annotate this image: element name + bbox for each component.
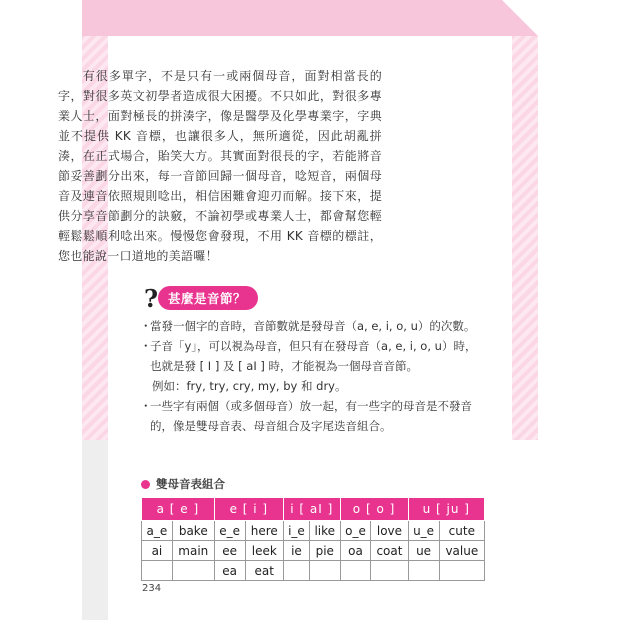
bullet-item [140, 396, 490, 436]
pink-top-band [82, 0, 538, 36]
bullet-dot: ・ [140, 339, 152, 353]
table-header-cell: o [ o ] [340, 498, 408, 521]
table-cell: ai [142, 541, 173, 561]
table-row [142, 541, 485, 561]
table-cell [340, 561, 371, 581]
table-cell [408, 561, 439, 581]
gray-margin-strip [82, 440, 108, 620]
table-header-cell: e [ i ] [214, 498, 283, 521]
table-row [142, 561, 485, 581]
table-cell: a_e [142, 521, 173, 541]
table-cell: leek [245, 541, 283, 561]
table-cell: cute [439, 521, 484, 541]
bullet-text: 當發一個字的音時，音節數就是發母音（a, e, i, o, u）的次數。 [150, 319, 476, 333]
table-cell: eat [245, 561, 283, 581]
section-title: 甚麼是音節？ [158, 286, 258, 310]
intro-paragraph [58, 66, 382, 266]
bullet-dot: ・ [140, 399, 152, 413]
table-cell: ie [283, 541, 309, 561]
intro-text: 有很多單字，不是只有一或兩個母音，面對相當長的字，對很多英文初學者造成很大困擾。不只如此，對很多專業人士，面對極長的拼湊字，像是醫學及化學專業字，字典並不提供 KK 音標，也讓很多人，無所適從，因此胡亂拼湊，在正式場合，貽笑大方。其實面對很長的字，若能將音節妥善劃分出來，每一音節回歸一個母音，唸短音，兩個母音及連音依照規則唸出，相信困難會迎刃而解。接下來，提供分享音節劃分的訣竅，不論初學或專業人士，都會幫您輕輕鬆鬆順利唸出來。慢慢您會發現，不用 KK 音標的標註，您也能說一口道地的美語囉！ [58, 69, 382, 263]
table-cell: bake [172, 521, 214, 541]
table-cell: love [371, 521, 408, 541]
question-mark-icon: ? [143, 283, 159, 313]
bullet-text: 一些字有兩個（或多個母音）放一起，有一些字的母音是不發音 [150, 399, 472, 413]
table-cell: coat [371, 541, 408, 561]
bullet-text-continued: 的，像是雙母音表、母音組合及字尾迭音組合。 [150, 419, 392, 433]
table-header-row [142, 498, 485, 521]
table-header-cell: u [ ju ] [408, 498, 484, 521]
table-cell: i_e [283, 521, 309, 541]
table-row [142, 521, 485, 541]
table-cell: value [439, 541, 484, 561]
pink-dot-icon [141, 480, 150, 489]
bullet-dot: ・ [140, 319, 152, 333]
bullet-text-continued: 也就是發 [ I ] 及 [ aI ] 時，才能視為一個母音音節。 [150, 359, 419, 373]
table-cell: pie [309, 541, 340, 561]
table-cell: ue [408, 541, 439, 561]
right-margin [538, 0, 620, 620]
table-header-cell: a [ e ] [142, 498, 215, 521]
section-heading [140, 283, 258, 313]
table-cell [142, 561, 173, 581]
table-cell [283, 561, 309, 581]
table-cell [309, 561, 340, 581]
table-cell: here [245, 521, 283, 541]
table-cell: like [309, 521, 340, 541]
table-cell: ea [214, 561, 245, 581]
table-cell: u_e [408, 521, 439, 541]
bullet-text: 子音「y」，可以視為母音，但只有在發母音（a, e, i, o, u）時， [150, 339, 477, 353]
table-cell: e_e [214, 521, 245, 541]
bullet-example: 例如：fry, try, cry, my, by 和 dry。 [152, 379, 347, 393]
table-heading [141, 476, 225, 492]
bullet-list [140, 316, 490, 436]
vowel-pair-table [141, 497, 485, 581]
table-cell: main [172, 541, 214, 561]
page-corner-fold [502, 0, 538, 36]
table-cell [371, 561, 408, 581]
page-number: 234 [142, 583, 162, 594]
table-cell: oa [340, 541, 371, 561]
table-cell [172, 561, 214, 581]
table-cell: ee [214, 541, 245, 561]
table-cell: o_e [340, 521, 371, 541]
table-header-cell: i [ aI ] [283, 498, 340, 521]
table-heading-text: 雙母音表組合 [156, 477, 225, 491]
bullet-item [140, 336, 490, 396]
bullet-item [140, 316, 490, 336]
table-cell [439, 561, 484, 581]
